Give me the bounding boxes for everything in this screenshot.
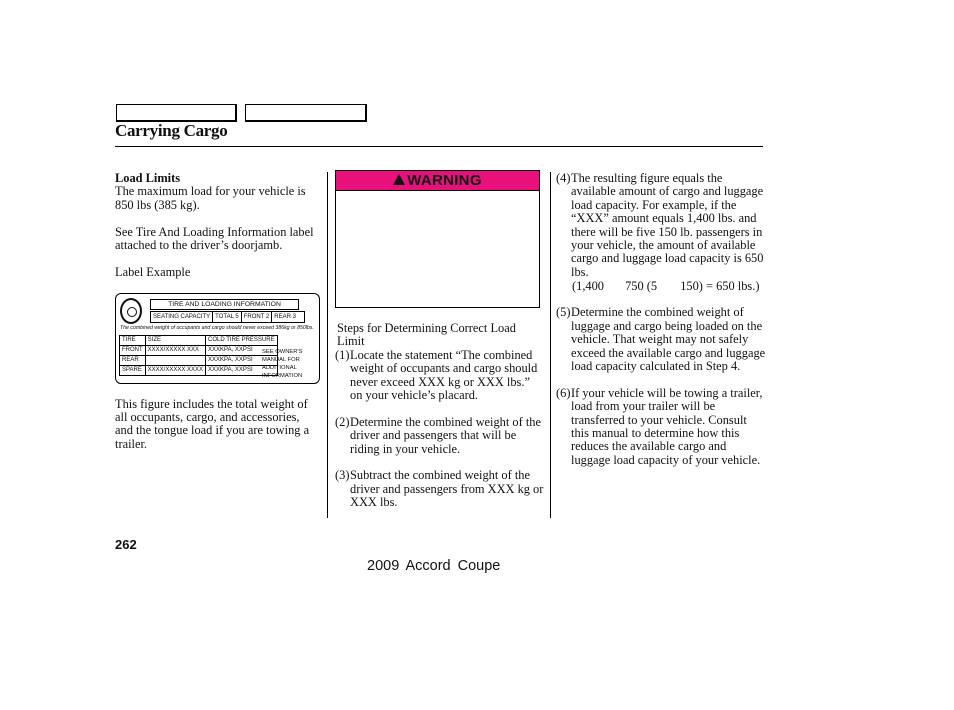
warning-label: WARNING <box>407 171 482 189</box>
step-item <box>335 349 545 403</box>
col-size: SIZE <box>145 335 205 345</box>
table-row <box>120 355 278 365</box>
step-number: (6) <box>556 385 571 400</box>
warning-body <box>336 190 539 307</box>
row-size: XXXX/XXXXX XXXX <box>145 365 205 375</box>
column-2 <box>335 172 545 523</box>
label-location-paragraph: See Tire And Loading Information label attached to the driver’s doorjamb. <box>115 224 314 253</box>
note-line: MANUAL FOR <box>262 356 300 363</box>
step-text: Determine the combined weight of the driver and passengers that will be riding in your vehicle. <box>350 414 541 456</box>
column-divider-1 <box>327 172 328 518</box>
calc-part: (1,400 <box>572 278 605 293</box>
row-tire: SPARE <box>120 365 146 375</box>
step-text: The resulting figure equals the available amount of cargo and luggage load capacity. For example, if the “XXX” amount equals 1,400 lbs. and there will be five 150 lb. passengers in your vehicle, the amount of available cargo and luggage load capacity is 650 lbs. <box>571 171 764 279</box>
seating-capacity-row <box>150 311 305 323</box>
row-pressure: XXXKPA, XXPSI <box>206 355 278 365</box>
column-1 <box>115 172 320 465</box>
col-tire: TIRE <box>120 335 146 345</box>
example-calculation <box>556 280 766 293</box>
step-text: If your vehicle will be towing a trailer, load from your trailer will be transferred to your vehicle. Consult this manual to determine how this reduces the available cargo and luggage load capacity of your vehicle. <box>571 385 763 467</box>
table-header-row <box>120 335 278 345</box>
header-tab-box-2 <box>245 104 367 122</box>
load-limits-heading: Load Limits <box>115 171 181 185</box>
seating-rear: REAR 3 <box>274 313 296 320</box>
table-row <box>120 365 278 375</box>
step-text: Subtract the combined weight of the driver and passengers from XXX kg or XXX lbs. <box>350 468 544 510</box>
col-pressure: COLD TIRE PRESSURE <box>206 335 278 345</box>
column-3 <box>556 172 766 481</box>
step-item <box>335 416 545 456</box>
step-number: (2) <box>335 414 350 429</box>
step-number: (5) <box>556 305 571 320</box>
tire-icon <box>120 298 142 324</box>
row-size: XXXX/XXXXX XXX <box>145 345 205 355</box>
row-tire: REAR <box>120 355 146 365</box>
header-tab-box-1 <box>116 104 237 122</box>
step-item <box>556 387 766 467</box>
row-size <box>145 355 205 365</box>
row-tire: FRONT <box>120 345 146 355</box>
steps-intro: Steps for Determining Correct Load Limit <box>337 321 516 349</box>
label-note <box>262 348 302 380</box>
note-line: ADDITIONAL <box>262 364 297 371</box>
step-number: (4) <box>556 171 571 185</box>
title-rule <box>115 146 763 147</box>
footer-model-name: 2009 Accord Coupe <box>367 558 501 574</box>
seating-total: TOTAL 5 <box>213 312 242 322</box>
tire-pressure-table <box>119 335 278 376</box>
column-divider-2 <box>550 172 551 518</box>
page-number: 262 <box>115 537 137 552</box>
note-line: INFORMATION <box>262 372 303 379</box>
warning-triangle-icon <box>393 174 405 185</box>
label-example-caption: Label Example <box>115 264 191 279</box>
warning-box <box>335 170 540 308</box>
calc-part: 750 (5 <box>625 278 658 293</box>
seating-front: FRONT 2 <box>242 312 273 322</box>
step-text: Locate the statement “The combined weight of occupants and cargo should never exceed XXX kg or XXX lbs.” on your vehicle’s placard. <box>350 347 538 403</box>
step-item <box>556 306 766 373</box>
label-title: TIRE AND LOADING INFORMATION <box>150 299 299 310</box>
warning-header <box>336 171 539 190</box>
step-number: (3) <box>335 468 350 483</box>
max-load-paragraph: The maximum load for your vehicle is 850 lbs (385 kg). <box>115 184 306 212</box>
step-item <box>335 469 545 509</box>
row-pressure: XXXKPA, XXPSI <box>206 345 278 355</box>
step-item <box>556 172 766 279</box>
seating-capacity-label: SEATING CAPACITY <box>151 312 213 322</box>
step-number: (1) <box>335 347 350 362</box>
row-pressure: XXXKPA, XXPSI <box>206 365 278 375</box>
label-fine-print: The combined weight of occupants and cargo should never exceed 386kg or 850lbs. <box>120 324 314 331</box>
figure-description: This figure includes the total weight of all occupants, cargo, and accessories, and the tongue load if you are towing a trailer. <box>115 396 310 451</box>
section-title: Carrying Cargo <box>115 121 228 140</box>
step-text: Determine the combined weight of luggage and cargo being loaded on the vehicle. That weight may not safely exceed the available cargo and luggage load capacity calculated in Step 4. <box>571 305 766 374</box>
note-line: SEE OWNER'S <box>262 348 303 355</box>
tire-loading-label-diagram <box>115 293 320 384</box>
calc-part: 150) = 650 lbs.) <box>680 278 760 293</box>
table-row <box>120 345 278 355</box>
